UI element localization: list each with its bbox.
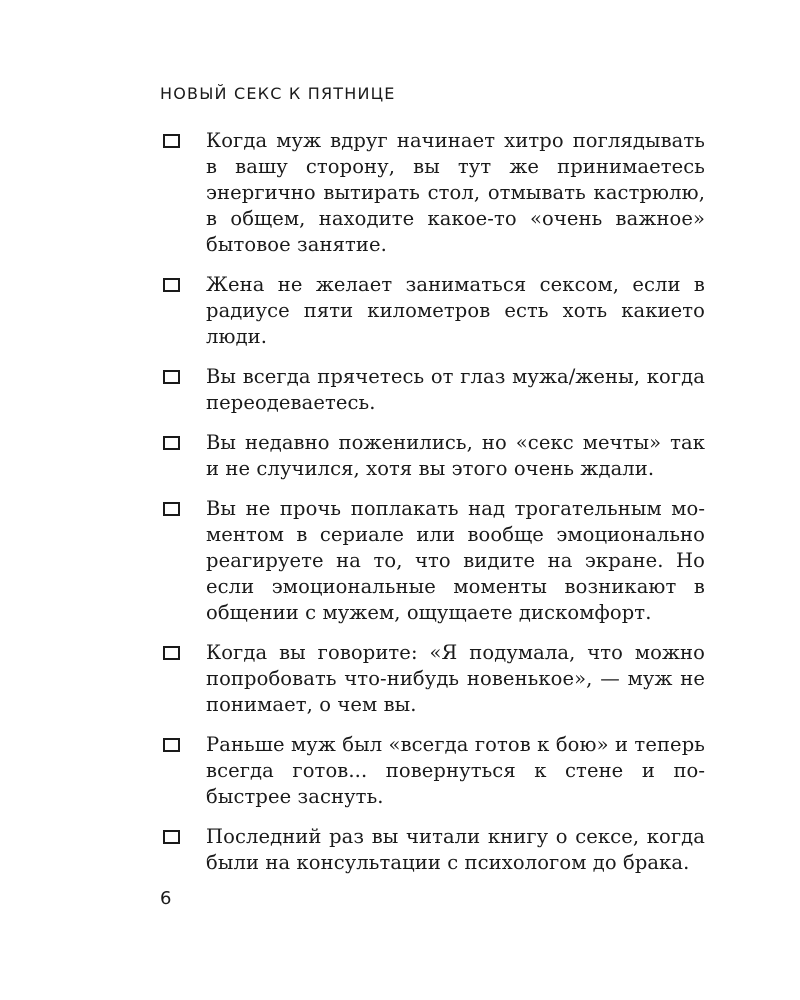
checklist-item-text: Когда вы говорите: «Я подумала, что можно попробовать что-нибудь новенькое», — муж не понимает, о чем вы.	[206, 641, 705, 716]
checklist-item	[160, 496, 705, 626]
checkbox-icon	[163, 502, 180, 516]
checklist-item	[160, 430, 705, 482]
checklist-item-text: Раньше муж был «всегда готов к бою» и теперь всегда готов... повернуться к стене и побыстрее заснуть.	[206, 733, 705, 808]
checklist	[160, 128, 705, 890]
page-number: 6	[160, 888, 172, 909]
checklist-item-text: Когда муж вдруг начинает хитро поглядывать в вашу сторону, вы тут же принимаетесь энергично вытирать стол, отмывать кастрюлю, в общем, находите какое-то «очень важное» бытовое занятие.	[206, 129, 705, 256]
checkbox-icon	[163, 436, 180, 450]
checklist-item	[160, 732, 705, 810]
checkbox-icon	[163, 830, 180, 844]
checklist-item-text: Вы всегда прячетесь от глаз мужа/жены, когда переодеваетесь.	[206, 365, 705, 414]
checklist-item	[160, 824, 705, 876]
checklist-item	[160, 364, 705, 416]
checkbox-icon	[163, 278, 180, 292]
checkbox-icon	[163, 738, 180, 752]
running-header: НОВЫЙ СЕКС К ПЯТНИЦЕ	[160, 84, 396, 103]
checklist-item-text: Вы недавно поженились, но «секс мечты» так и не случился, хотя вы этого очень ждали.	[206, 431, 705, 480]
checklist-item-text: Вы не прочь поплакать над трогательным моментом в сериале или вообще эмоционально реагируете на то, что видите на экране. Но если эмоциональные моменты возникают в общении с мужем, ощущаете дискомфорт.	[206, 497, 705, 624]
checkbox-icon	[163, 646, 180, 660]
checklist-item-text: Последний раз вы читали книгу о сексе, когда были на консультации с психологом до брака.	[206, 825, 705, 874]
checkbox-icon	[163, 134, 180, 148]
checklist-item	[160, 272, 705, 350]
checklist-item	[160, 128, 705, 258]
checklist-item-text: Жена не желает заниматься сексом, если в радиусе пяти километров есть хоть какието люди.	[206, 273, 705, 348]
checkbox-icon	[163, 370, 180, 384]
checklist-item	[160, 640, 705, 718]
